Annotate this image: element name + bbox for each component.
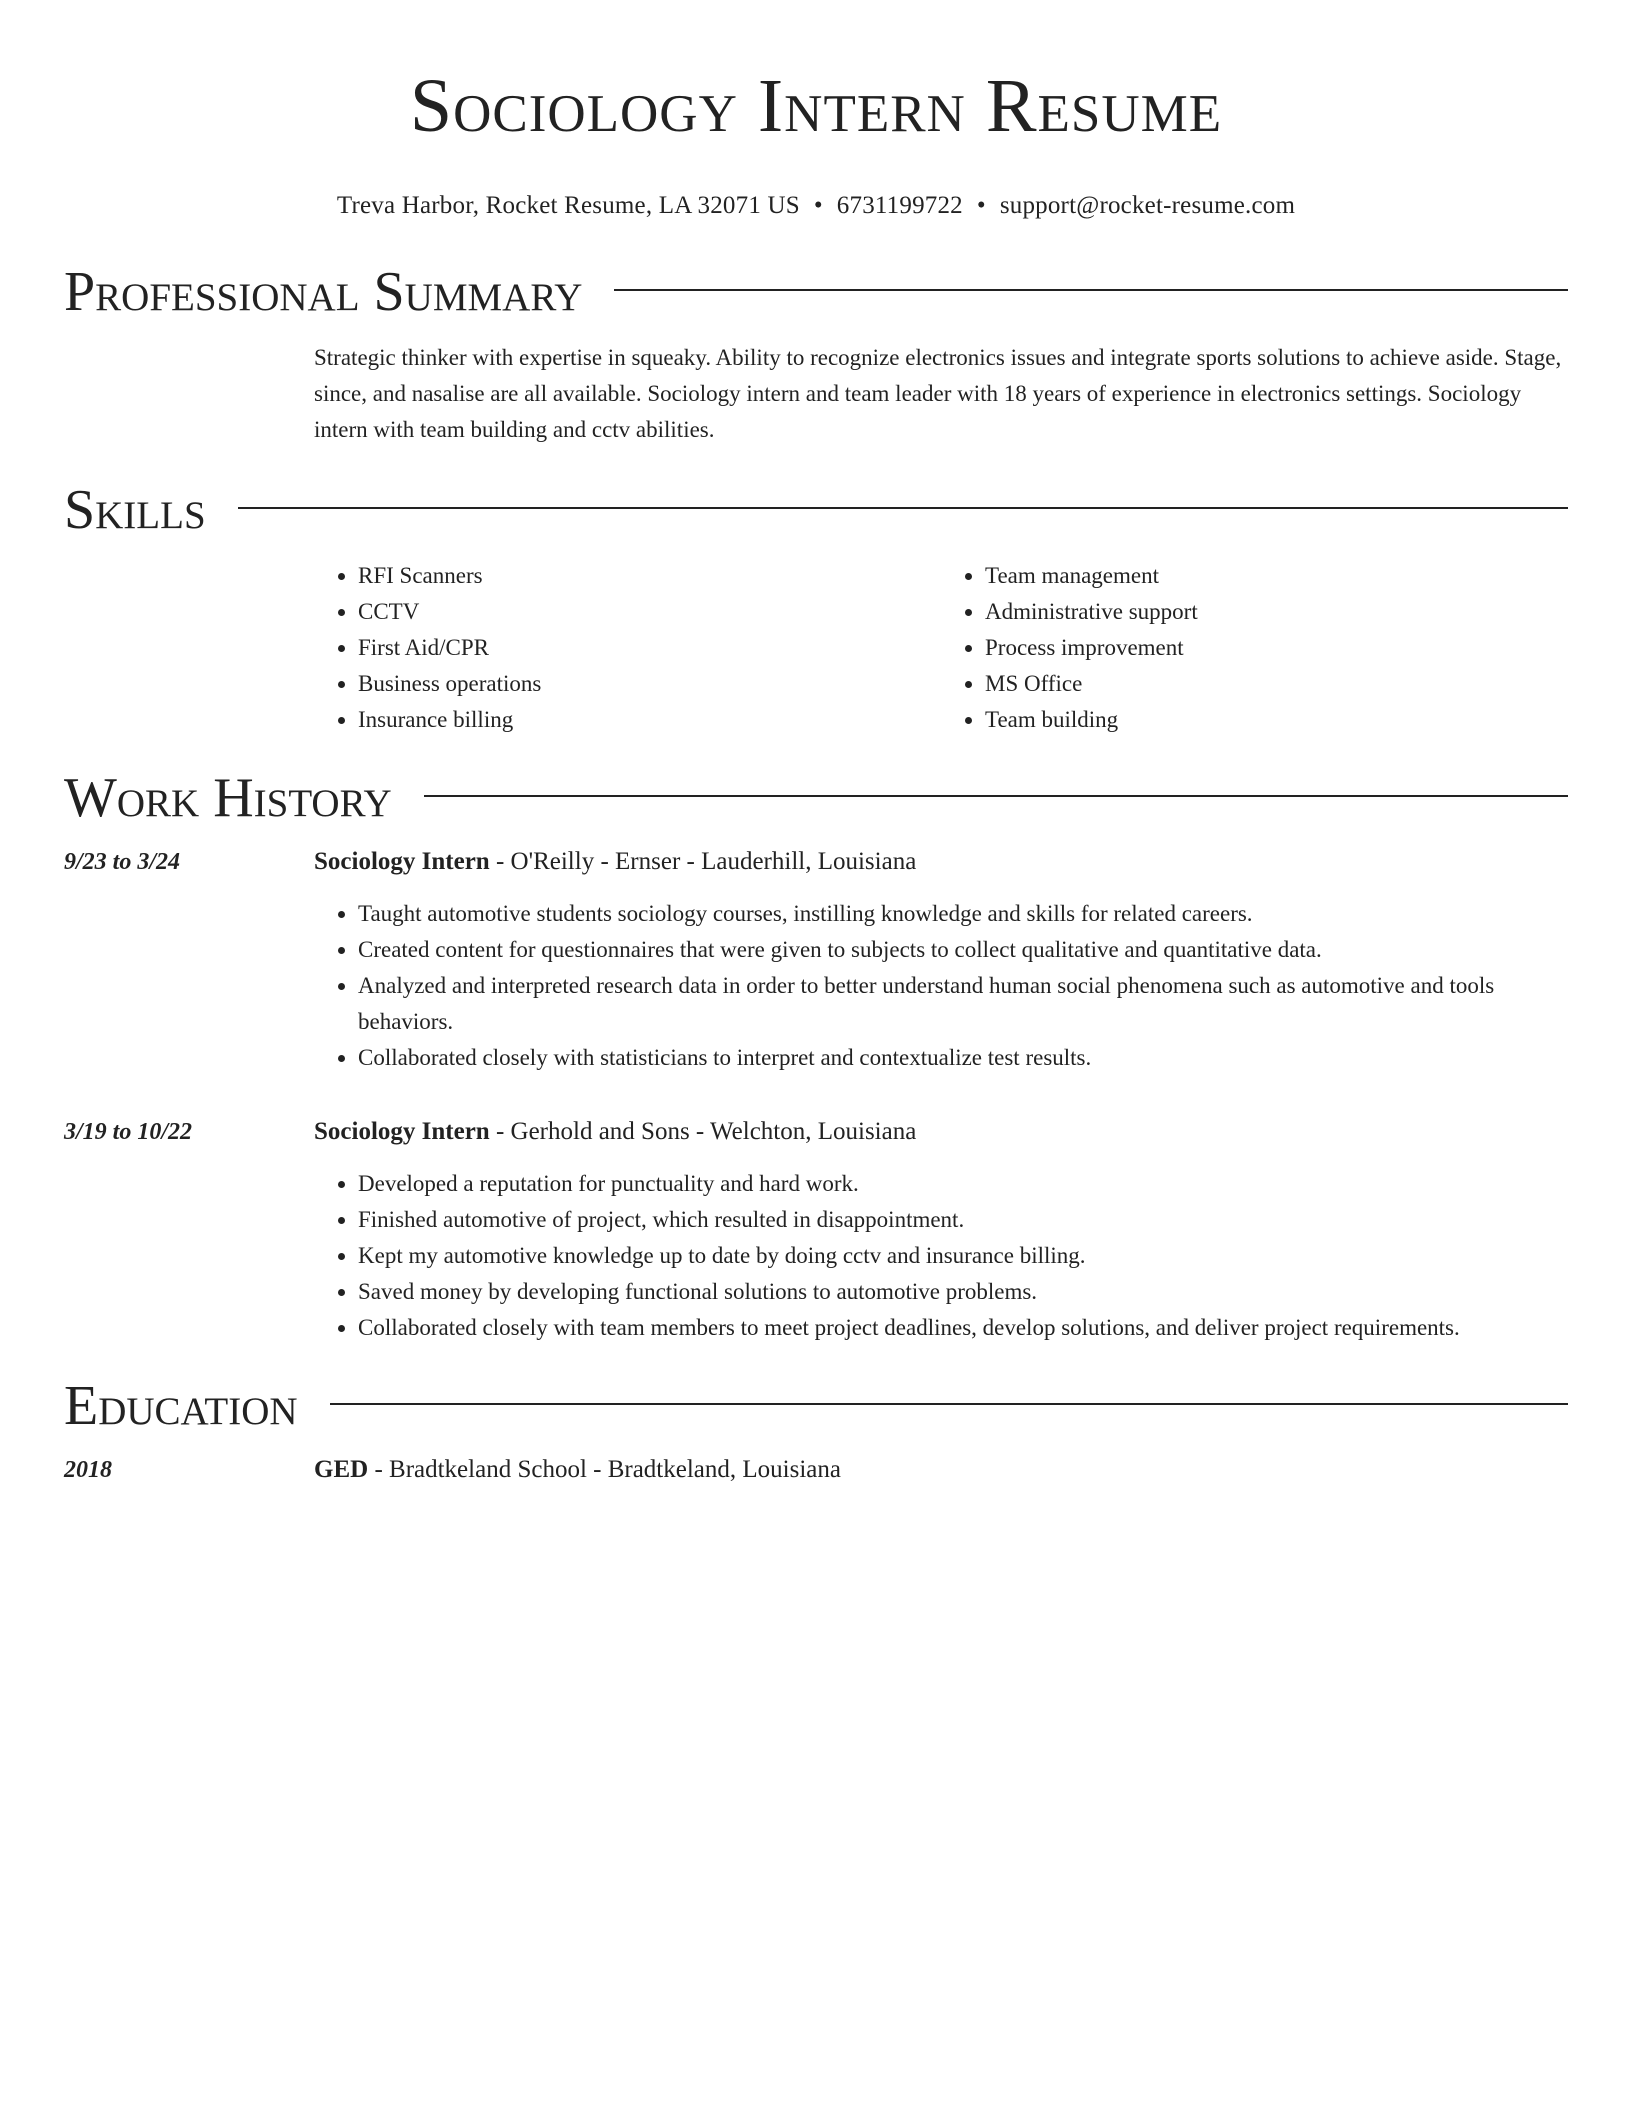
job-bullet: • Analyzed and interpreted research data in order to better understand human social phenomena such as automotive and tools behaviors. xyxy=(358,968,1568,1040)
education-school: - Bradtkeland School - Bradtkeland, Louisiana xyxy=(368,1456,841,1483)
job-bullet: • Developed a reputation for punctuality and hard work. xyxy=(358,1166,1568,1202)
job-bullets xyxy=(314,1166,1568,1346)
skill-item: • First Aid/CPR xyxy=(358,630,941,666)
skill-item: • Administrative support xyxy=(985,594,1568,630)
skill-item: • Team management xyxy=(985,558,1568,594)
job-heading xyxy=(314,844,1568,880)
contact-separator: • xyxy=(976,192,986,219)
section-header xyxy=(64,262,1568,322)
job-bullet: • Created content for questionnaires that were given to subjects to collect qualitative and quantitative data. xyxy=(358,932,1568,968)
job-bullet: • Collaborated closely with team members to meet project deadlines, develop solutions, and deliver project requirements. xyxy=(358,1310,1568,1346)
skills-section xyxy=(64,480,1568,738)
skills-column-right xyxy=(941,558,1568,738)
job-dates: 9/23 to 3/24 xyxy=(64,849,181,875)
section-title-skills: Skills xyxy=(64,479,206,541)
job-entry xyxy=(64,844,1568,1076)
section-divider xyxy=(614,289,1568,291)
contact-address: Treva Harbor, Rocket Resume, LA 32071 US xyxy=(336,192,800,219)
job-content xyxy=(314,844,1568,1076)
job-employer: - O'Reilly - Ernser - Lauderhill, Louisiana xyxy=(489,848,917,875)
job-bullet: • Kept my automotive knowledge up to date by doing cctv and insurance billing. xyxy=(358,1238,1568,1274)
skills-grid xyxy=(314,558,1568,738)
education-degree: GED xyxy=(314,1456,369,1483)
job-dates: 3/19 to 10/22 xyxy=(64,1119,193,1145)
section-divider xyxy=(330,1403,1568,1405)
contact-separator: • xyxy=(813,192,823,219)
section-title-summary: Professional Summary xyxy=(64,261,583,323)
job-heading xyxy=(314,1114,1568,1150)
section-header xyxy=(64,768,1568,828)
summary-text: Strategic thinker with expertise in squeaky. Ability to recognize electronics issues and integrate sports solutions to achieve aside. Stage, since, and nasalise are all available. Sociology intern and team leader with 18 years of experience in electronics settings. Sociology intern with team building and cctv abilities. xyxy=(314,345,1562,442)
job-bullet: • Collaborated closely with statisticians to interpret and contextualize test results. xyxy=(358,1040,1568,1076)
skills-body xyxy=(314,558,1568,738)
section-divider xyxy=(424,795,1568,797)
contact-line xyxy=(64,190,1568,222)
skill-item: • Insurance billing xyxy=(358,702,941,738)
skill-item: • RFI Scanners xyxy=(358,558,941,594)
job-title: Sociology Intern xyxy=(314,848,490,875)
skill-item: • Process improvement xyxy=(985,630,1568,666)
job-title: Sociology Intern xyxy=(314,1118,490,1145)
education-content xyxy=(314,1452,1568,1488)
job-bullet: • Taught automotive students sociology courses, instilling knowledge and skills for related careers. xyxy=(358,896,1568,932)
summary-body xyxy=(314,340,1568,448)
contact-phone: 6731199722 xyxy=(836,192,963,219)
education-heading xyxy=(314,1452,1568,1488)
education-year: 2018 xyxy=(64,1457,112,1483)
job-bullet: • Saved money by developing functional solutions to automotive problems. xyxy=(358,1274,1568,1310)
section-header xyxy=(64,1376,1568,1436)
job-employer: - Gerhold and Sons - Welchton, Louisiana xyxy=(489,1118,917,1145)
section-title-education: Education xyxy=(64,1375,298,1437)
skills-column-left xyxy=(314,558,941,738)
section-header xyxy=(64,480,1568,540)
contact-email: support@rocket-resume.com xyxy=(999,192,1296,219)
education-section xyxy=(64,1376,1568,1488)
summary-section xyxy=(64,262,1568,448)
page-title: Sociology Intern Resume xyxy=(409,64,1223,148)
section-divider xyxy=(238,507,1568,509)
skill-item: • MS Office xyxy=(985,666,1568,702)
job-content xyxy=(314,1114,1568,1346)
work-history-section xyxy=(64,768,1568,1346)
skill-item: • Business operations xyxy=(358,666,941,702)
skill-item: • CCTV xyxy=(358,594,941,630)
section-title-work-history: Work History xyxy=(64,767,392,829)
job-entry xyxy=(64,1114,1568,1346)
skill-item: • Team building xyxy=(985,702,1568,738)
job-bullet: • Finished automotive of project, which resulted in disappointment. xyxy=(358,1202,1568,1238)
job-bullets xyxy=(314,896,1568,1076)
education-entry xyxy=(64,1452,1568,1488)
